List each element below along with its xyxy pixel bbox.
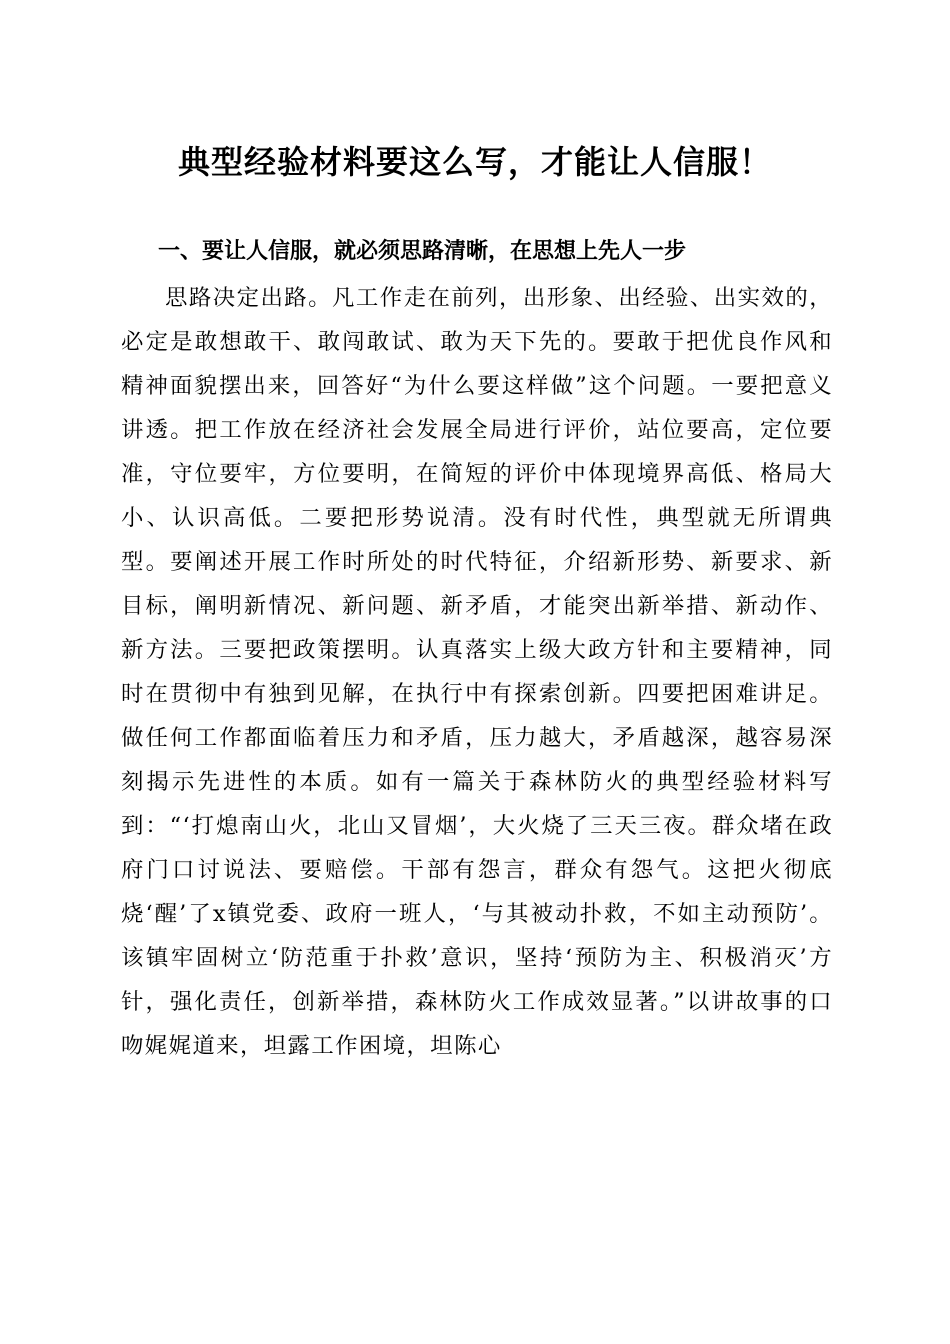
body-paragraph: 思路决定出路。凡工作走在前列，出形象、出经验、出实效的，必定是敢想敢干、敢闯敢试、敢为天下先的。要敢于把优良作风和精神面貌摆出来，回答好“为什么要这样做”这个问题。一要把意义讲透。把工作放在经济社会发展全局进行评价，站位要高，定位要准，守位要牢，方位要明，在简短的评价中体现境界高低、格局大小、认识高低。二要把形势说清。没有时代性，典型就无所谓典型。要阐述开展工作时所处的时代特征，介绍新形势、新要求、新目标，阐明新情况、新问题、新矛盾，才能突出新举措、新动作、新方法。三要把政策摆明。认真落实上级大政方针和主要精神，同时在贯彻中有独到见解，在执行中有探索创新。四要把困难讲足。做任何工作都面临着压力和矛盾，压力越大，矛盾越深，越容易深刻揭示先进性的本质。如有一篇关于森林防火的典型经验材料写到：“‘打熄南山火，北山又冒烟’，大火烧了三天三夜。群众堵在政府门口讨说法、要赔偿。干部有怨言，群众有怨气。这把火彻底烧‘醒’了x镇党委、政府一班人，‘与其被动扑救，不如主动预防’。该镇牢固树立‘防范重于扑救’意识，坚持‘预防为主、积极消灭’方针，强化责任，创新举措，森林防火工作成效显著。”以讲故事的口吻娓娓道来，坦露工作困境，坦陈心 <box>121 285 833 1059</box>
section-heading: 一、要让人信服，就必须思路清晰，在思想上先人一步 <box>158 239 687 264</box>
document-title: 典型经验材料要这么写，才能让人信服！ <box>177 143 772 181</box>
